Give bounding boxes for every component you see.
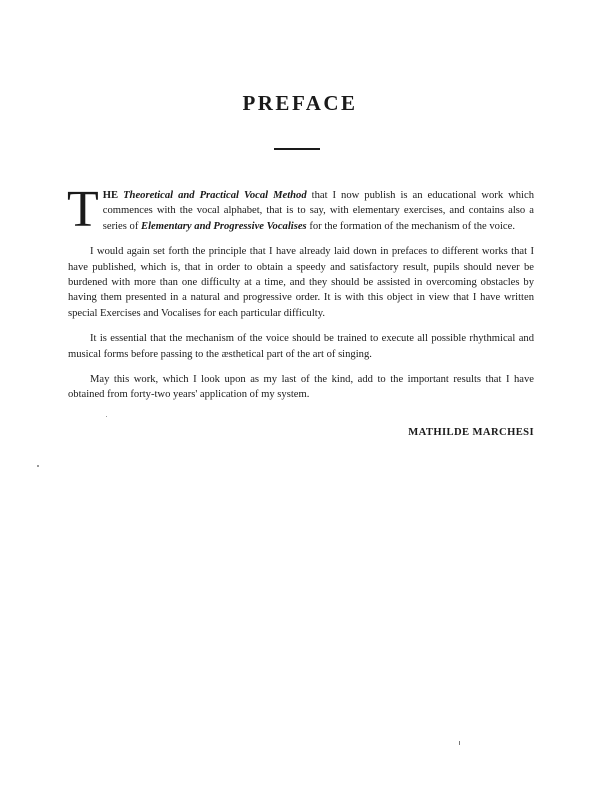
paragraph-1: [67, 181, 534, 238]
drop-cap: T: [67, 181, 99, 238]
paragraph-2: I would again set forth the principle that I have already laid down in prefaces to different works that I have published, which is, that in order to obtain a speedy and satisfactory result, pupils should never be burdened with more than one difficulty at a time, and they should be assisted in overcoming obstacles by having them presented in a natural and progressive order. It is with this object in view that I have written special Exercises and Vocalises for each particular difficulty.: [68, 246, 534, 319]
print-speck: [106, 416, 107, 417]
print-speck: [37, 465, 39, 467]
vocalises-title: Elementary and Progressive Vocalises: [141, 220, 307, 232]
method-title: Theoretical and Practical Vocal Method: [123, 190, 307, 201]
page-title: PREFACE: [242, 91, 358, 115]
title-rule: [274, 148, 320, 150]
author-signature: MATHILDE MARCHESI: [408, 427, 534, 438]
preface-body: [67, 181, 534, 413]
paragraph-4: May this work, which I look upon as my last of the kind, add to the important results that I have obtained from forty-two years' application of my system.: [68, 374, 534, 401]
paragraph-1-text-c: for the formation of the mechanism of the voice.: [306, 220, 515, 232]
print-speck: [459, 741, 460, 745]
paragraph-1-text-b: that I now publish is an educational work which commences with the vocal alphabet, that is to say, with elementary exercises, and contains also a series of: [102, 190, 534, 232]
paragraph-1-lead: HE: [102, 190, 124, 201]
paragraph-3: It is essential that the mechanism of the voice should be trained to execute all possible rhythmical and musical forms before passing to the æsthetical part of the art of singing.: [68, 333, 534, 360]
